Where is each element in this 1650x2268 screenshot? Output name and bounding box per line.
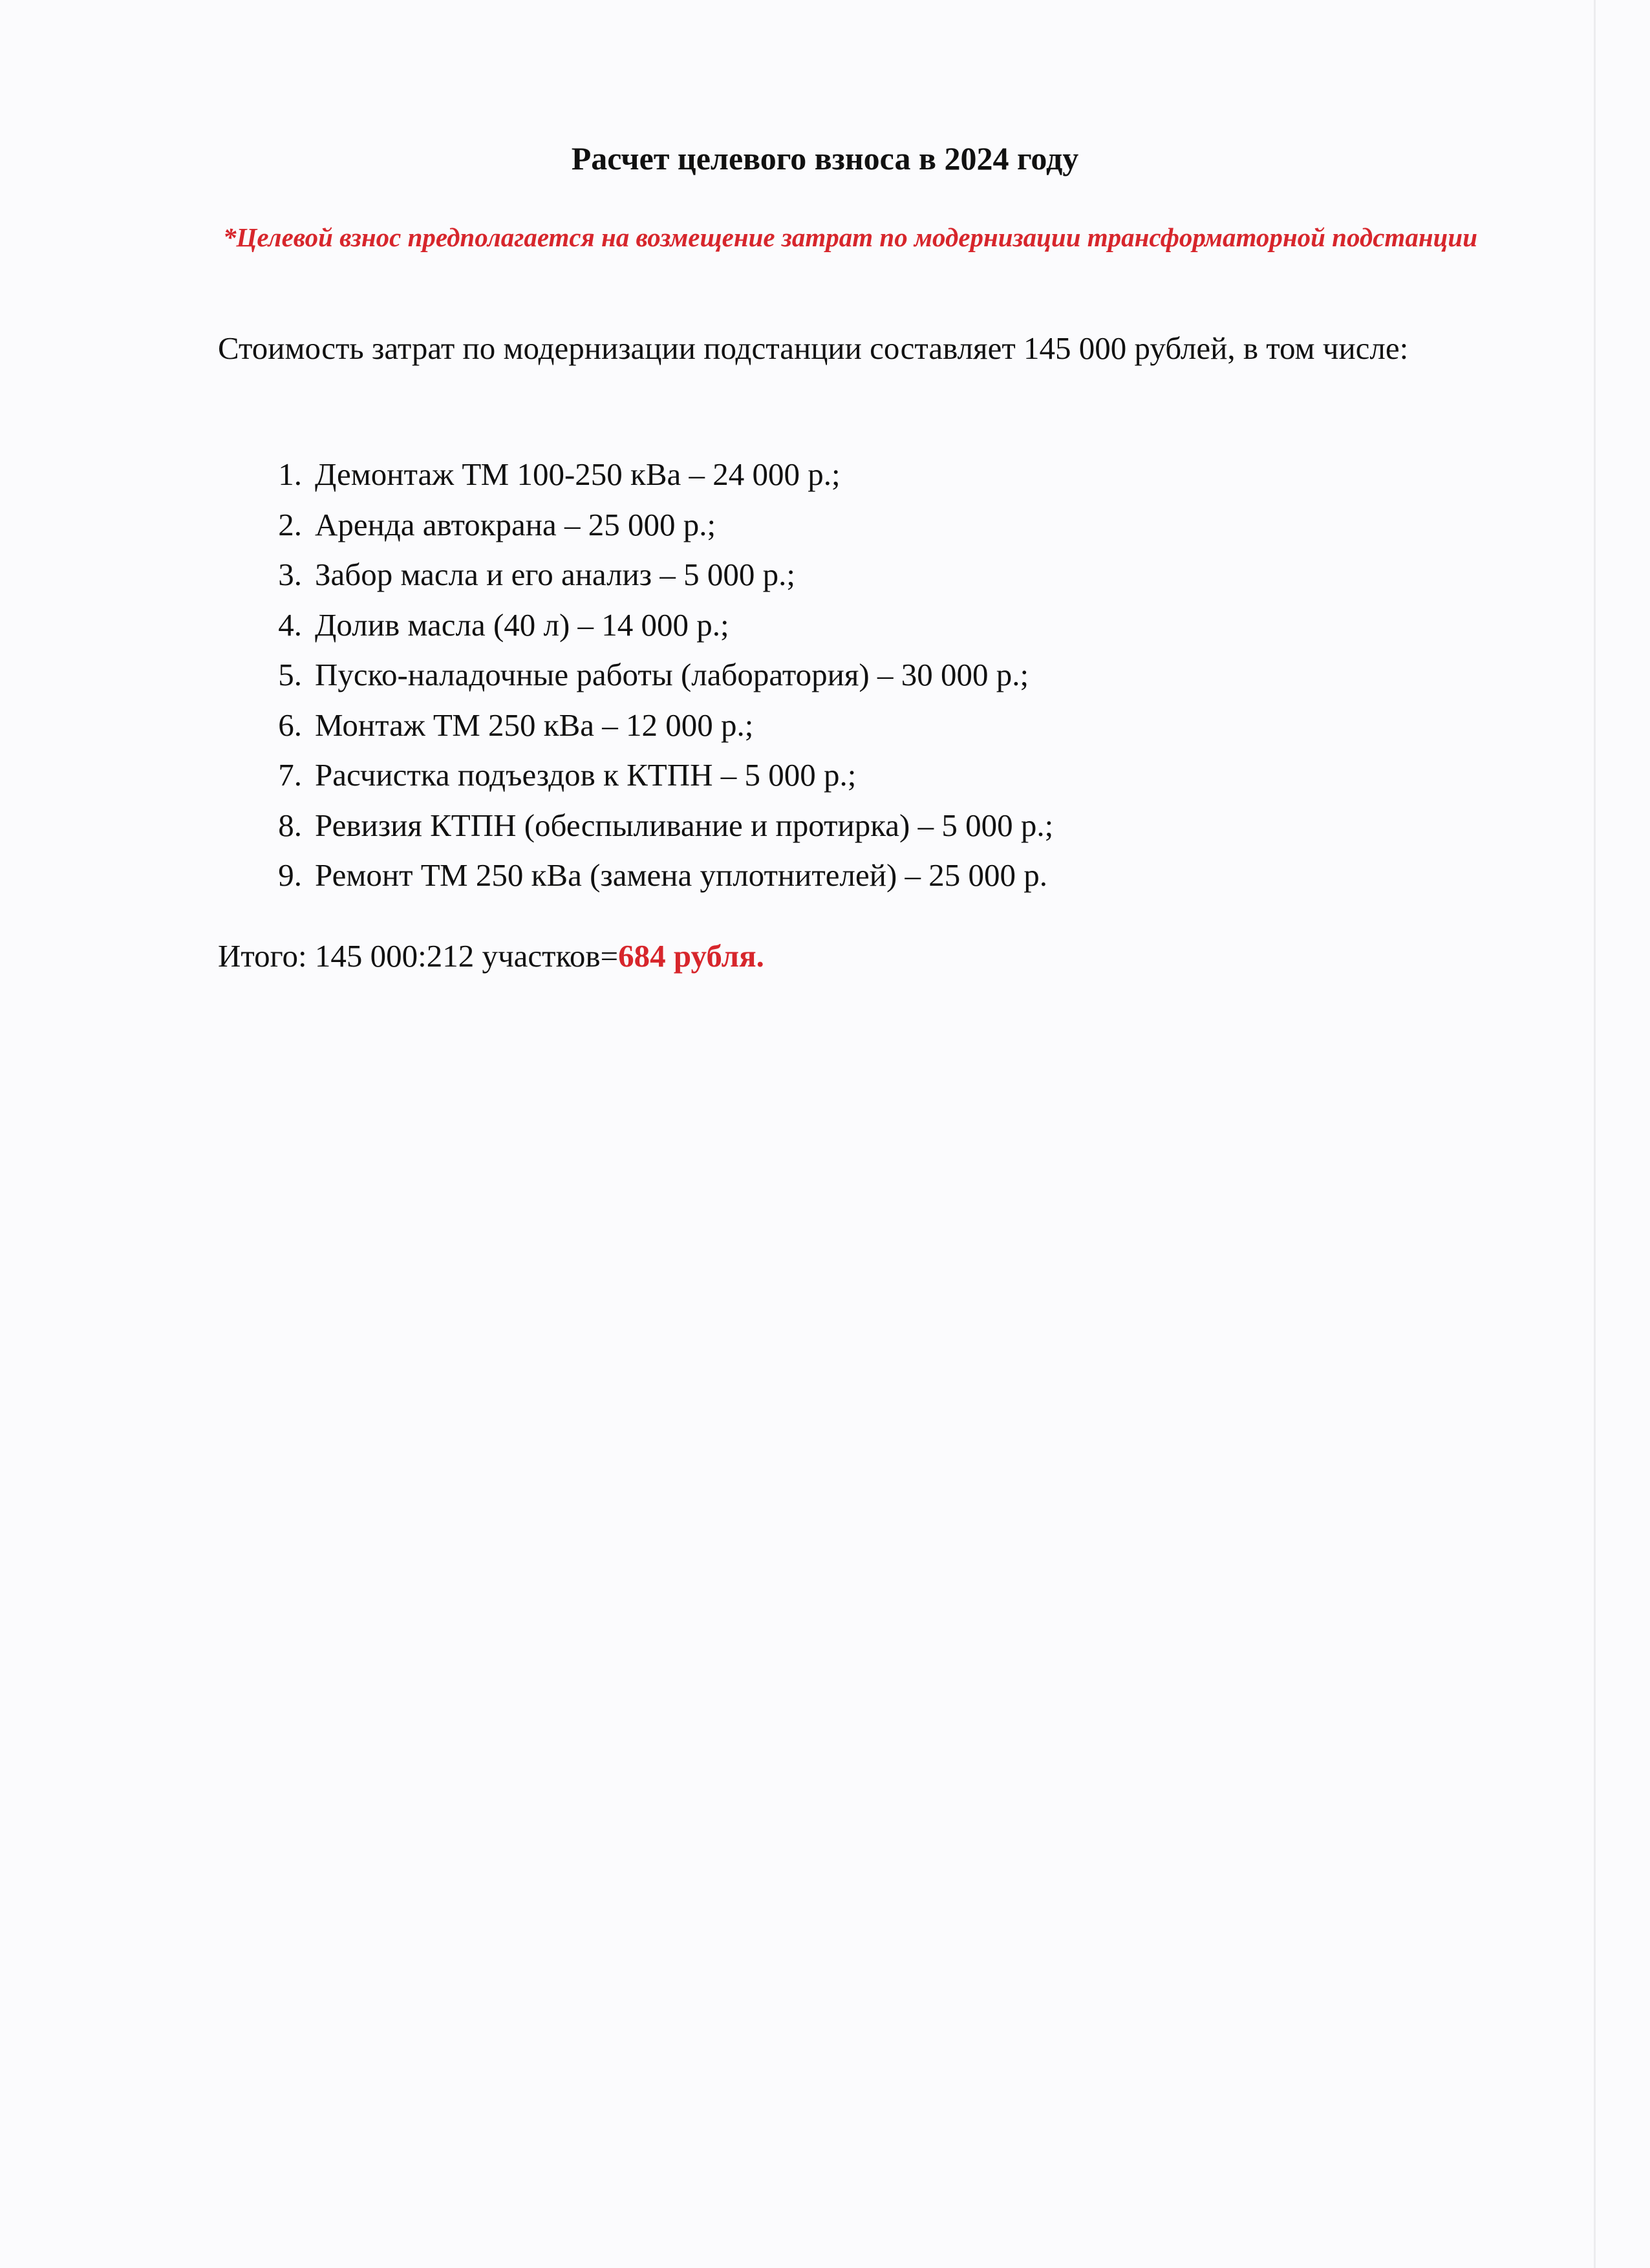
list-item (218, 800, 1053, 851)
intro-paragraph: Стоимость затрат по модернизации подстанции составляет 145 000 рублей, в том числе: (218, 330, 1409, 366)
total-value: 684 рубля. (618, 938, 764, 974)
item-number: 6. (278, 707, 302, 743)
list-item (218, 500, 1053, 550)
list-item (218, 449, 1053, 500)
document-title: Расчет целевого взноса в 2024 году (571, 140, 1079, 177)
list-item (218, 550, 1053, 600)
item-text: Монтаж ТМ 250 кВа – 12 000 р.; (315, 707, 754, 743)
list-item (218, 700, 1053, 751)
item-text: Ремонт ТМ 250 кВа (замена уплотнителей) – 25 000 р. (315, 857, 1048, 893)
item-text: Аренда автокрана – 25 000 р.; (315, 506, 716, 542)
item-text: Долив масла (40 л) – 14 000 р.; (315, 606, 729, 643)
list-item (218, 650, 1053, 700)
cost-items-list (218, 449, 1053, 901)
total-line (218, 931, 764, 981)
list-item (218, 600, 1053, 650)
purpose-note: *Целевой взнос предполагается на возмещение затрат по модернизации трансформаторной подстанции (222, 222, 1477, 252)
item-number: 1. (278, 456, 302, 492)
total-prefix: Итого: 145 000:212 участков= (218, 938, 619, 974)
item-number: 9. (278, 857, 302, 893)
item-text: Расчистка подъездов к КТПН – 5 000 р.; (315, 757, 857, 793)
page-edge-divider (1594, 0, 1596, 2268)
item-number: 8. (278, 807, 302, 843)
item-number: 3. (278, 557, 302, 592)
list-item (218, 850, 1053, 901)
item-number: 2. (278, 506, 302, 542)
item-text: Демонтаж ТМ 100-250 кВа – 24 000 р.; (315, 456, 841, 492)
list-item (218, 750, 1053, 800)
item-text: Пуско-наладочные работы (лаборатория) – 30 000 р.; (315, 657, 1029, 692)
item-text: Ревизия КТПН (обеспыливание и протирка) – 5 000 р.; (315, 807, 1054, 843)
item-number: 5. (278, 657, 302, 692)
item-number: 4. (278, 606, 302, 643)
item-text: Забор масла и его анализ – 5 000 р.; (315, 557, 795, 592)
item-number: 7. (278, 757, 302, 793)
